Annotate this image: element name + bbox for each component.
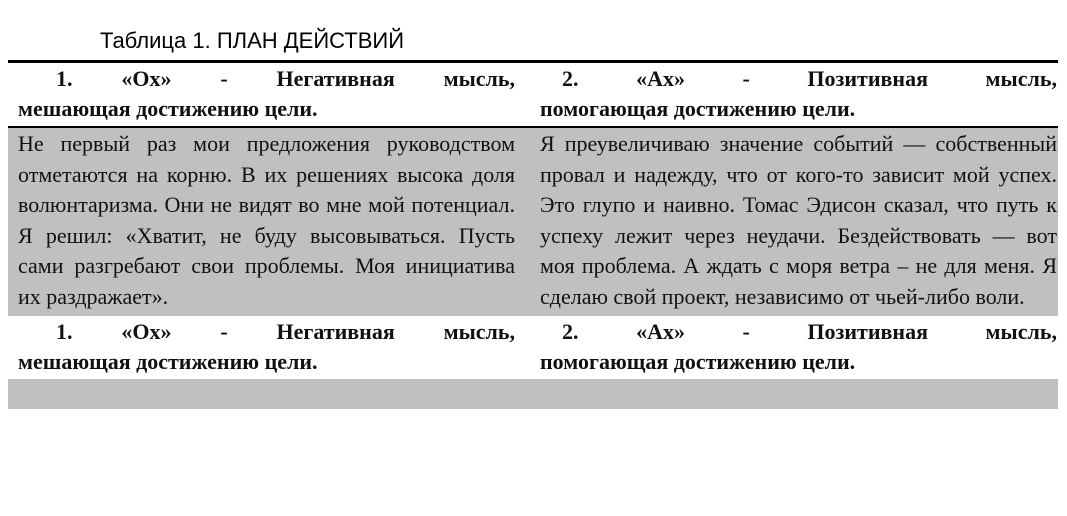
cell-positive-thought: Я преувеличиваю значение событий — собственный провал и надежду, что от кого-то зависит мой успех. Это глупо и наивно. Томас Эдисон сказал, что путь к успеху лежит через неудачи. Бездействовать — вот моя проблема. А ждать с моря ветра – не для меня. Я сделаю свой проект, независимо от чьей-либо воли.: [540, 131, 1057, 309]
header-dash: -: [742, 319, 750, 344]
header-dash: -: [742, 66, 750, 91]
header-num: 2.: [562, 66, 579, 91]
header-tag: «Ох»: [121, 66, 172, 91]
table-header-row-repeat: [8, 316, 1058, 379]
header-line2: мешающая достижению цели.: [18, 96, 318, 121]
header-word: Негативная: [276, 66, 395, 91]
header-num: 1.: [56, 66, 73, 91]
table-caption: Таблица 1. ПЛАН ДЕЙСТВИЙ: [100, 28, 405, 53]
header-word: мысль,: [443, 66, 515, 91]
header-dash: -: [220, 66, 228, 91]
header-tag: «Ах»: [636, 319, 685, 344]
header-num: 2.: [562, 319, 579, 344]
header-word: мысль,: [985, 66, 1057, 91]
cell-negative-thought: Не первый раз мои предложения руководством отметаются на корню. В их решениях высока доля волюнтаризма. Они не видят во мне мой потенциал. Я решил: «Хватит, не буду высовываться. Пусть сами разгребают свои проблемы. Моя инициатива их раздражает».: [18, 131, 515, 309]
header-line2: помогающая достижению цели.: [540, 96, 856, 121]
header-cell-positive: [526, 316, 1057, 379]
header-word: Позитивная: [807, 319, 928, 344]
action-plan-table: [8, 60, 1058, 409]
header-cell-positive: [526, 63, 1057, 126]
header-word: Негативная: [276, 319, 395, 344]
header-cell-negative: [8, 63, 526, 126]
header-dash: -: [220, 319, 228, 344]
header-word: мысль,: [443, 319, 515, 344]
header-line2: мешающая достижению цели.: [18, 349, 318, 374]
header-word: Позитивная: [807, 66, 928, 91]
table-row: [8, 128, 1058, 316]
header-tag: «Ох»: [121, 319, 172, 344]
header-word: мысль,: [985, 319, 1057, 344]
header-num: 1.: [56, 319, 73, 344]
header-line2: помогающая достижению цели.: [540, 349, 856, 374]
header-tag: «Ах»: [636, 66, 685, 91]
table-row-empty: [8, 379, 1058, 409]
table-header-row: [8, 63, 1058, 126]
header-cell-negative: [8, 316, 526, 379]
